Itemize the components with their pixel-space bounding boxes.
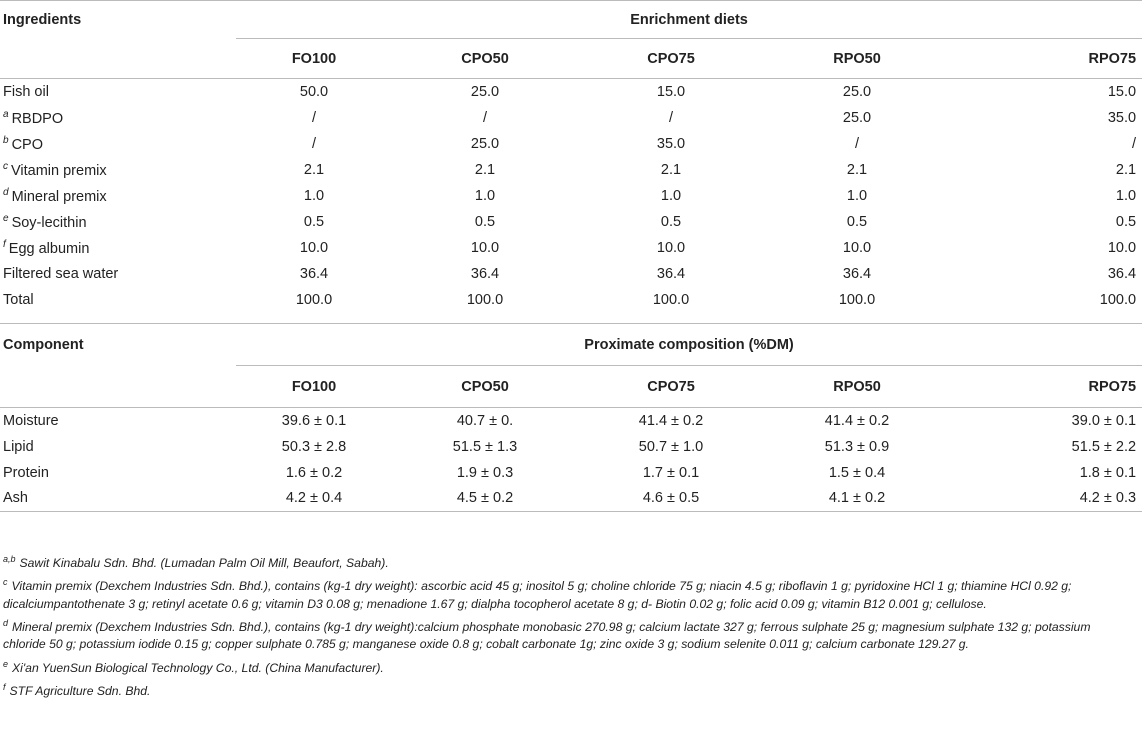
footnote-marker: d xyxy=(3,186,9,198)
table-cell: 10.0 xyxy=(842,239,872,256)
table-cell: 39.0 ± 0.1 xyxy=(950,408,1142,434)
col-header-fo100: FO100 xyxy=(291,378,337,395)
table-cell: 1.7 ± 0.1 xyxy=(642,464,700,481)
row-label xyxy=(0,157,236,183)
table-cell: 0.5 xyxy=(474,213,496,230)
table-cell: 1.0 xyxy=(1115,187,1137,204)
table-cell: / xyxy=(668,109,674,126)
table-cell: 51.5 ± 2.2 xyxy=(1071,438,1137,455)
table-cell: 4.2 ± 0.3 xyxy=(950,486,1142,512)
row-label xyxy=(0,209,236,235)
table-cell: 100.0 xyxy=(838,291,876,308)
table-cell: 1.5 ± 0.4 xyxy=(828,464,886,481)
table-cell: 1.0 xyxy=(846,187,868,204)
table-row xyxy=(0,131,1142,157)
table-cell: 100.0 xyxy=(295,291,333,308)
footnote-text: Mineral premix (Dexchem Industries Sdn. Bhd.), contains (kg-1 dry weight):calcium phosphate monobasic 270.98 g; calcium lactate 327 g; ferrous sulphate 25 g; magnesium sulphate 132 g; potassium chloride 50 g; potassium iodide 0.15 g; copper sulphate 0.785 g; manganese oxide 0.8 g; cobalt carbonate 1g; zinc oxide 3 g; sodium selenite 0.011 g; calcium carbonate 129.27 g. xyxy=(3,620,1091,652)
table-cell: 100.0 xyxy=(466,291,504,308)
table-cell: 4.6 ± 0.5 xyxy=(578,486,764,512)
row-label xyxy=(0,183,236,209)
row-label-text: Total xyxy=(3,291,34,308)
table-cell: 1.8 ± 0.1 xyxy=(1079,464,1137,481)
table-row xyxy=(0,183,1142,209)
table-row xyxy=(0,486,1142,512)
table-cell: 36.4 xyxy=(1107,265,1137,282)
row-label xyxy=(0,105,236,131)
table-row xyxy=(0,434,1142,460)
ingredients-header: Ingredients xyxy=(0,1,236,39)
table-cell: 2.1 xyxy=(474,161,496,178)
table-cell: 41.4 ± 0.2 xyxy=(578,408,764,434)
table-cell: 2.1 xyxy=(660,161,682,178)
table-cell: 10.0 xyxy=(1107,239,1137,256)
table-row xyxy=(0,105,1142,131)
proximate-composition-header: Proximate composition (%DM) xyxy=(236,324,1142,366)
table-row xyxy=(0,460,1142,486)
row-label xyxy=(0,131,236,157)
col-header-cpo50: CPO50 xyxy=(461,50,509,67)
col-header-cpo50: CPO50 xyxy=(461,378,509,395)
table-row xyxy=(0,261,1142,287)
table-cell: 50.7 ± 1.0 xyxy=(638,438,704,455)
spacer-cell xyxy=(0,313,1142,324)
table-cell: 4.1 ± 0.2 xyxy=(764,486,950,512)
table-cell: 4.5 ± 0.2 xyxy=(392,486,578,512)
table-cell: 51.3 ± 0.9 xyxy=(824,438,890,455)
table-cell: / xyxy=(1132,135,1137,152)
section-spacer xyxy=(0,313,1142,324)
footnote-marker: a,b xyxy=(3,554,16,564)
table-cell: 51.5 ± 1.3 xyxy=(452,438,518,455)
footnote-marker: d xyxy=(3,618,9,629)
enrichment-diets-header: Enrichment diets xyxy=(236,1,1142,39)
table-cell: / xyxy=(311,135,317,152)
table-cell: 25.0 xyxy=(764,79,950,105)
table-cell: 2.1 xyxy=(303,161,325,178)
table-cell: 35.0 xyxy=(1107,109,1137,126)
col-header-rpo50: RPO50 xyxy=(833,50,881,67)
footnote xyxy=(3,551,1133,572)
table-cell: 1.0 xyxy=(303,187,325,204)
footnote-marker: c xyxy=(3,160,8,172)
spacer-cell xyxy=(0,39,236,79)
row-label-text: RBDPO xyxy=(11,110,64,127)
table-row xyxy=(0,209,1142,235)
footnote-marker: f xyxy=(3,682,6,693)
row-label-text: Egg albumin xyxy=(8,240,90,257)
table-cell: 15.0 xyxy=(578,79,764,105)
table-cell: 10.0 xyxy=(656,239,686,256)
table-cell: 2.1 xyxy=(846,161,868,178)
table-cell: / xyxy=(311,109,317,126)
footnote-marker: b xyxy=(3,134,9,146)
col-header-cpo75: CPO75 xyxy=(647,50,695,67)
table-cell: 4.2 ± 0.4 xyxy=(236,486,392,512)
row-label-text: Soy-lecithin xyxy=(11,214,87,231)
table-cell: 25.0 xyxy=(392,79,578,105)
table-row xyxy=(0,79,1142,105)
row-label: Lipid xyxy=(3,438,34,455)
spacer-cell xyxy=(0,366,236,408)
col-header-rpo75: RPO75 xyxy=(1088,378,1137,395)
component-header: Component xyxy=(0,324,236,366)
table-cell: 1.0 xyxy=(660,187,682,204)
footnote-text: Xi'an YuenSun Biological Technology Co., Ltd. (China Manufacturer). xyxy=(12,660,384,675)
table-cell: / xyxy=(854,135,860,152)
table-cell: 39.6 ± 0.1 xyxy=(236,408,392,434)
table-cell: 25.0 xyxy=(470,135,500,152)
table-cell: 50.0 xyxy=(236,79,392,105)
footnote-marker: f xyxy=(3,238,6,250)
col-header-rpo75: RPO75 xyxy=(1088,50,1137,67)
table-row xyxy=(0,235,1142,261)
footnote-marker: e xyxy=(3,212,9,224)
row-label-text: Vitamin premix xyxy=(11,162,107,179)
footnote-marker: a xyxy=(3,108,9,120)
col-header-fo100: FO100 xyxy=(291,50,337,67)
row-label xyxy=(0,235,236,261)
table-cell: 40.7 ± 0. xyxy=(392,408,578,434)
table-cell: 15.0 xyxy=(950,79,1142,105)
table-row xyxy=(0,287,1142,313)
footnote xyxy=(3,574,1133,613)
row-label xyxy=(0,287,236,313)
table-row xyxy=(0,408,1142,434)
table-cell: 41.4 ± 0.2 xyxy=(764,408,950,434)
table-cell: 25.0 xyxy=(842,109,872,126)
footnote-marker: e xyxy=(3,658,9,669)
footnotes xyxy=(3,551,1133,702)
row-label: Ash xyxy=(0,486,236,512)
col-header-rpo50: RPO50 xyxy=(833,378,881,395)
table-cell: 0.5 xyxy=(1115,213,1137,230)
table-cell: 10.0 xyxy=(299,239,329,256)
table-cell: / xyxy=(482,109,488,126)
table-cell: 1.6 ± 0.2 xyxy=(285,464,343,481)
table-cell: 36.4 xyxy=(656,265,686,282)
row-label xyxy=(0,79,236,105)
col-header-cpo75: CPO75 xyxy=(647,378,695,395)
table-cell: 36.4 xyxy=(299,265,329,282)
row-label-text: Fish oil xyxy=(3,83,49,100)
footnote-text: Sawit Kinabalu Sdn. Bhd. (Lumadan Palm Oil Mill, Beaufort, Sabah). xyxy=(19,556,389,571)
table-cell: 1.0 xyxy=(474,187,496,204)
footnote xyxy=(3,656,1133,677)
row-label-text: Filtered sea water xyxy=(3,265,119,282)
footnote xyxy=(3,615,1133,654)
table-cell: 0.5 xyxy=(303,213,325,230)
row-label-text: CPO xyxy=(11,136,43,153)
footnote-text: STF Agriculture Sdn. Bhd. xyxy=(9,684,151,699)
table-cell: 36.4 xyxy=(842,265,872,282)
table-row xyxy=(0,157,1142,183)
table-cell: 0.5 xyxy=(660,213,682,230)
table-cell: 0.5 xyxy=(846,213,868,230)
row-label-text: Mineral premix xyxy=(11,188,107,205)
table-cell: 2.1 xyxy=(1115,161,1137,178)
footnote-marker: c xyxy=(3,577,8,588)
row-label xyxy=(0,261,236,287)
table-cell: 100.0 xyxy=(1099,291,1137,308)
table-cell: 36.4 xyxy=(470,265,500,282)
footnote xyxy=(3,679,1133,700)
row-label: Moisture xyxy=(0,408,236,434)
table-cell: 100.0 xyxy=(652,291,690,308)
table-cell: 1.9 ± 0.3 xyxy=(456,464,514,481)
footnote-text: Vitamin premix (Dexchem Industries Sdn. Bhd.), contains (kg-1 dry weight): ascorbic acid 45 g; inositol 5 g; choline chloride 75 g; niacin 4.5 g; riboflavin 1 g; pyridoxine HCl 1 g; thiamine HCl 0.92 g; dicalciumpantothenate 3 g; retinyl acetate 0.6 g; vitamin D3 0.08 g; menadione 1.67 g; dialpha tocopherol acetate 8 g; d- Biotin 0.02 g; folic acid 0.09 g; vitamin B12 0.001 g; cellulose. xyxy=(3,579,1072,611)
table-cell: 35.0 xyxy=(656,135,686,152)
table-cell: 50.3 ± 2.8 xyxy=(281,438,347,455)
row-label: Protein xyxy=(3,464,49,481)
table-cell: 10.0 xyxy=(470,239,500,256)
